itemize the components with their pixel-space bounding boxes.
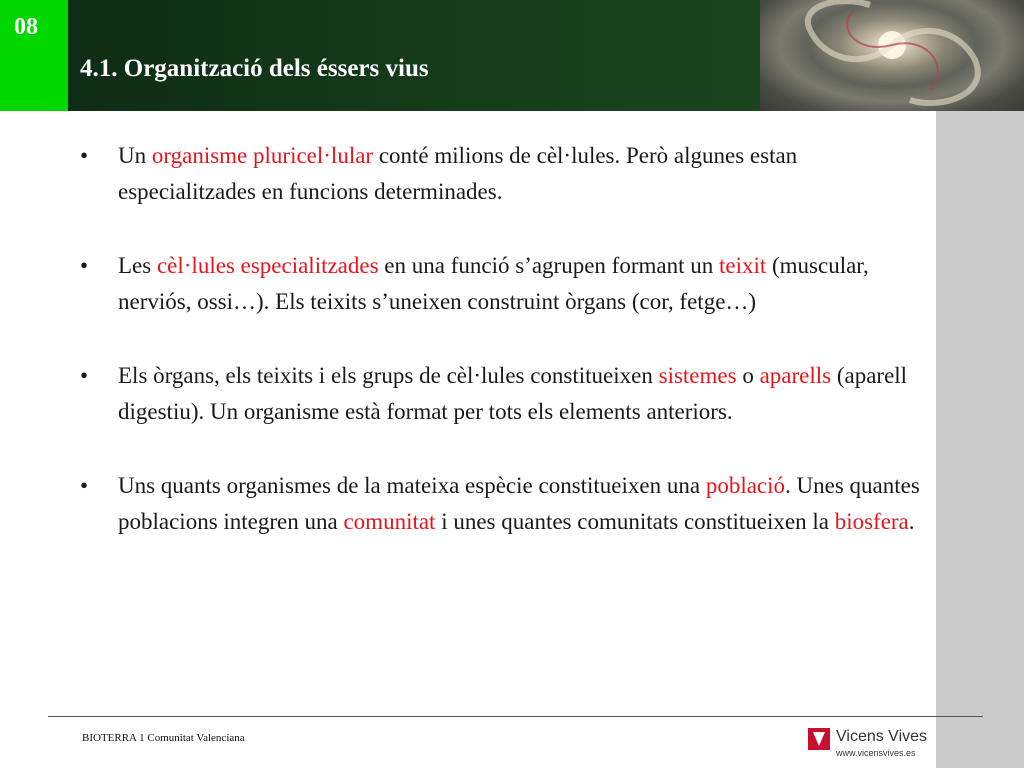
bullet-item <box>80 248 932 320</box>
highlighted-term: biosfera <box>834 509 909 534</box>
bullet-text: . Unes quantes poblacions integren una <box>118 473 920 534</box>
bullet-text: . <box>908 509 915 534</box>
vicens-vives-logo-icon <box>808 728 830 750</box>
bullet-text: o <box>736 363 760 388</box>
bullet-text: en una funció s’agrupen formant un <box>378 253 719 278</box>
bullet-text: conté milions de cèl·lules. Però algunes estan especialitzades en funcions determinades. <box>118 143 798 204</box>
right-sidebar <box>936 111 1024 768</box>
bullet-item <box>80 138 932 210</box>
logo-name: Vicens Vives <box>836 728 928 745</box>
highlighted-term: població <box>705 473 786 498</box>
bullet-text: Les <box>118 253 157 278</box>
logo-url: www.vicensvives.es <box>836 748 916 758</box>
bullet-dot: • <box>80 473 89 498</box>
bullet-item <box>80 468 932 540</box>
bullet-text: (muscular, nerviós, ossi…). Els teixits s’uneixen construint òrgans (cor, fetge…) <box>118 253 869 314</box>
highlighted-term: cèl·lules especialitzades <box>156 253 379 278</box>
slide-title: 4.1. Organització dels éssers vius <box>80 55 429 82</box>
highlighted-term: sistemes <box>658 363 737 388</box>
bullet-dot: • <box>80 253 89 278</box>
galaxy-spiral-icon <box>760 0 1024 111</box>
highlighted-term: comunitat <box>343 509 436 534</box>
highlighted-term: organisme pluricel·lular <box>151 143 374 168</box>
bullet-dot: • <box>80 143 89 168</box>
bullet-text: (aparell digestiu). Un organisme està format per tots els elements anteriors. <box>118 363 908 424</box>
publisher-logo <box>808 728 928 762</box>
bullet-text: i unes quantes comunitats constitueixen la <box>435 509 835 534</box>
bullet-text: Un <box>118 143 152 168</box>
slide-content <box>80 138 932 578</box>
footer-text: BIOTERRA 1 Comunitat Valenciana <box>82 732 245 744</box>
bullet-dot: • <box>80 363 89 388</box>
bullet-item <box>80 358 932 430</box>
chapter-badge <box>0 0 68 111</box>
bullet-text: Els òrgans, els teixits i els grups de cèl·lules constitueixen <box>118 363 659 388</box>
footer-divider <box>48 716 983 717</box>
highlighted-term: teixit <box>718 253 767 278</box>
galaxy-image <box>760 0 1024 111</box>
bullet-text: Uns quants organismes de la mateixa espècie constitueixen una <box>118 473 706 498</box>
slide-header <box>0 0 1024 111</box>
chapter-number: 08 <box>14 14 38 40</box>
highlighted-term: aparells <box>759 363 832 388</box>
